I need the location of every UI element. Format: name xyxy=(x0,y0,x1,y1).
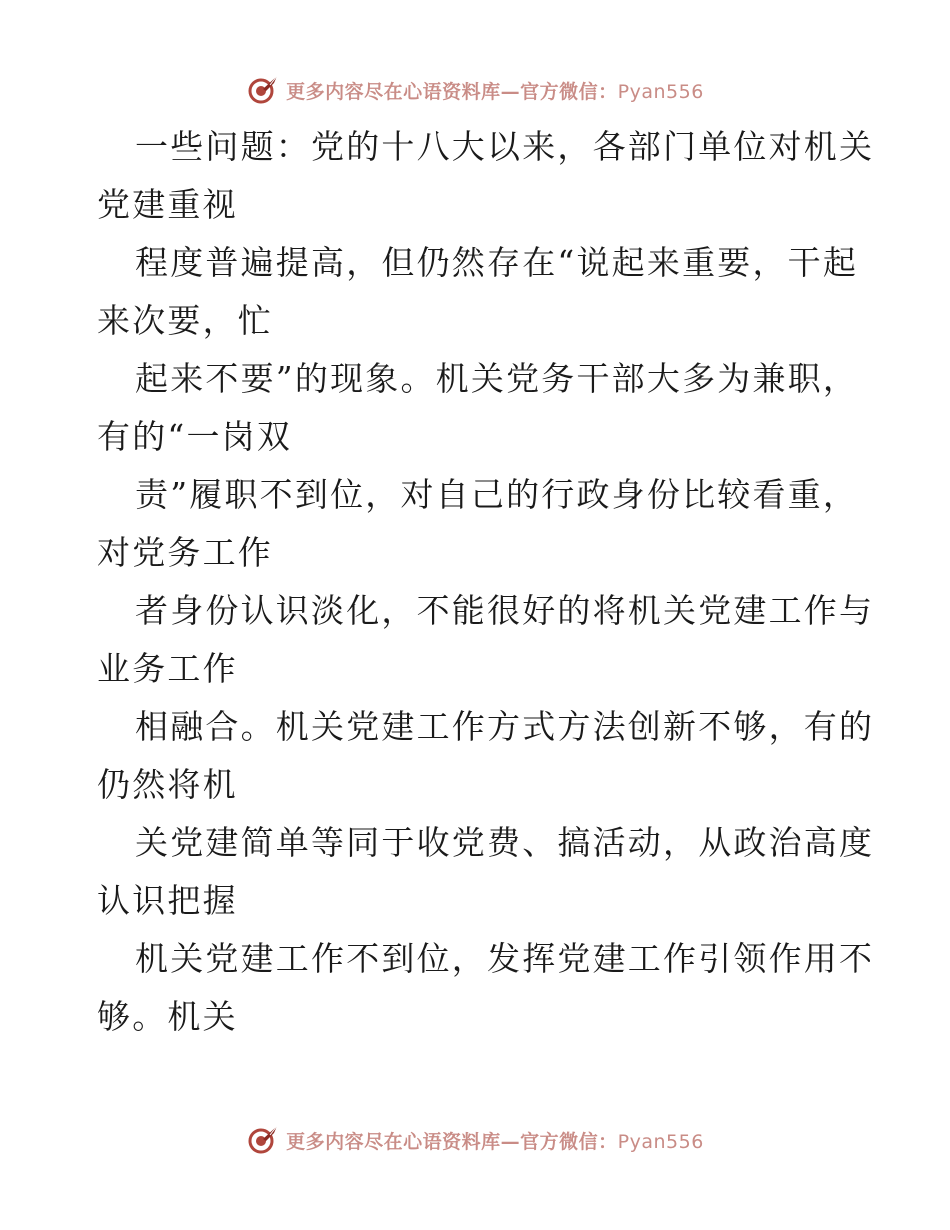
text-line: 程度普遍提高，但仍然存在“说起来重要，干起 xyxy=(135,243,859,282)
quill-seal-icon xyxy=(246,1123,280,1157)
watermark-text: 更多内容尽在心语资料库—官方微信：Pyan556 xyxy=(286,80,704,103)
text-line: 起来不要”的现象。机关党务干部大多为兼职， xyxy=(135,359,859,398)
header-watermark xyxy=(0,70,950,110)
text-line: 有的“一岗双 xyxy=(97,417,293,456)
document-body xyxy=(97,118,875,1046)
text-line: 一些问题：党的十八大以来，各部门单位对机关 xyxy=(135,127,875,166)
text-line: 业务工作 xyxy=(97,649,238,688)
text-line: 党建重视 xyxy=(97,185,238,224)
footer-watermark xyxy=(0,1120,950,1160)
quill-seal-icon xyxy=(246,73,280,107)
text-line: 来次要，忙 xyxy=(97,301,273,340)
text-line: 责”履职不到位，对自己的行政身份比较看重， xyxy=(135,475,859,514)
watermark-text: 更多内容尽在心语资料库—官方微信：Pyan556 xyxy=(286,1130,704,1153)
text-line: 仍然将机 xyxy=(97,765,238,804)
text-line: 关党建简单等同于收党费、搞活动，从政治高度 xyxy=(135,823,875,862)
text-line: 机关党建工作不到位，发挥党建工作引领作用不 xyxy=(135,939,875,978)
text-line: 够。机关 xyxy=(97,997,238,1036)
text-line: 认识把握 xyxy=(97,881,238,920)
text-line: 者身份认识淡化，不能很好的将机关党建工作与 xyxy=(135,591,875,630)
text-line: 相融合。机关党建工作方式方法创新不够，有的 xyxy=(135,707,875,746)
text-line: 对党务工作 xyxy=(97,533,273,572)
